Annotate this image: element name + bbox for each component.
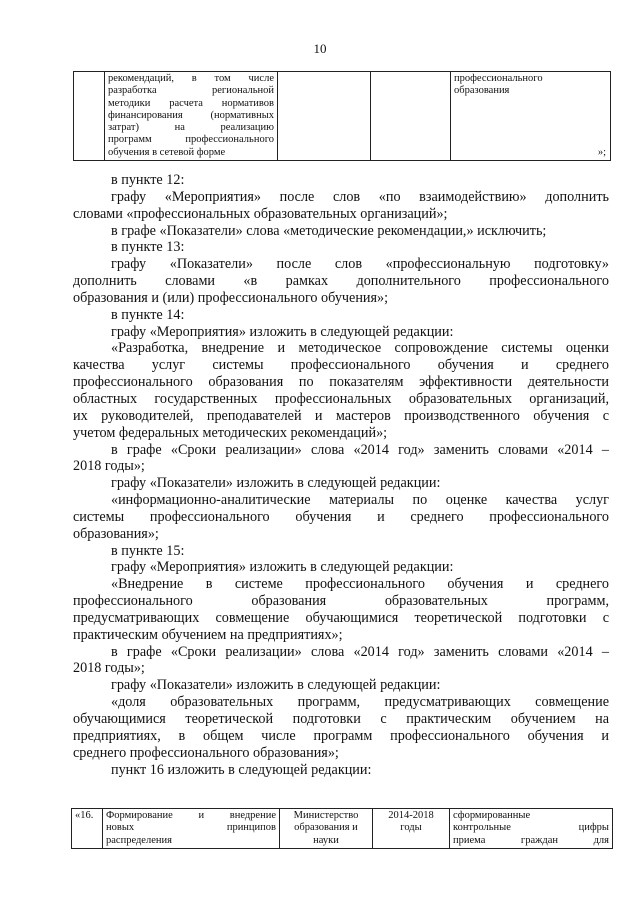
paragraph: пункт 16 изложить в следующей редакции: <box>111 761 372 778</box>
paragraph: в пункте 12: <box>111 172 185 188</box>
table-cell-term <box>373 809 450 849</box>
cell-line: финансирования (нормативных <box>108 109 274 121</box>
cell-line: распределения <box>106 834 172 846</box>
measures-table-new-item <box>71 808 613 849</box>
paragraph: графу «Мероприятия» после слов «по взаимодействию» дополнить <box>111 188 609 205</box>
table-cell-term <box>371 72 451 161</box>
paragraph: в пункте 13: <box>111 239 185 256</box>
cell-line: образования <box>454 85 510 97</box>
table-cell-number <box>74 72 105 161</box>
paragraph: качества услуг системы профессионального обучения и среднего <box>73 357 609 374</box>
paragraph: дополнить словами «в рамках дополнительного профессионального <box>73 273 609 290</box>
cell-line: науки <box>313 834 339 846</box>
paragraph: в пункте 14: <box>111 306 185 323</box>
table-cell-executor <box>280 809 373 849</box>
paragraph: графу «Показатели» после слов «профессиональную подготовку» <box>111 256 609 273</box>
cell-line: Формирование и внедрение <box>106 810 276 821</box>
paragraph: графу «Показатели» изложить в следующей редакции: <box>111 475 441 492</box>
paragraph: в графе «Сроки реализации» слова «2014 год» заменить словами «2014 – <box>111 643 609 660</box>
cell-line: методики расчета нормативов <box>108 97 274 109</box>
table-cell-indicators <box>450 809 613 849</box>
paragraph: в пункте 15: <box>111 542 185 559</box>
paragraph: в графе «Сроки реализации» слова «2014 год» заменить словами «2014 – <box>111 441 609 458</box>
paragraph: графу «Мероприятия» изложить в следующей редакции: <box>111 323 454 340</box>
paragraph: среднего профессионального образования»; <box>73 744 339 761</box>
paragraph: предусматривающих совмещение обучающимися теоретической подготовки с <box>73 609 609 626</box>
paragraph: профессионального образования по показателям эффективности деятельности <box>73 374 609 391</box>
paragraph: областных государственных профессиональных образовательных организаций, <box>73 390 609 407</box>
paragraph: «Внедрение в системе профессионального обучения и среднего <box>111 576 609 593</box>
paragraph: практическим обучением на предприятиях»; <box>73 626 343 643</box>
cell-line: обучения в сетевой форме <box>108 146 226 158</box>
cell-line: контрольные цифры <box>453 822 609 834</box>
table-cell-measures <box>103 809 280 849</box>
cell-line: программ профессионального <box>108 134 274 146</box>
paragraph: в графе «Показатели» слова «методические рекомендации,» исключить; <box>111 222 547 239</box>
cell-line: затрат) на реализацию <box>108 122 274 134</box>
cell-line: разработка региональной <box>108 85 274 97</box>
measures-table-continued <box>73 71 611 161</box>
paragraph: «Разработка, внедрение и методическое сопровождение системы оценки <box>111 340 609 357</box>
cell-line: профессионального <box>454 73 543 84</box>
cell-line: приема граждан для <box>453 834 609 846</box>
cell-line: годы <box>400 822 422 834</box>
paragraph: образования и (или) профессионального обучения»; <box>73 289 389 306</box>
page-number: 10 <box>313 41 327 56</box>
paragraph: профессионального образования образовательных программ, <box>73 593 609 610</box>
cell-line: образования и <box>294 822 358 834</box>
table-row <box>72 809 613 849</box>
table-cell-indicators <box>451 72 611 161</box>
paragraph: «доля образовательных программ, предусматривающих совмещение <box>111 694 609 711</box>
amendments-text <box>73 172 609 778</box>
paragraph: учетом федеральных методических рекомендаций»; <box>73 424 388 441</box>
table-cell-executor <box>278 72 371 161</box>
table-cell-number: «16. <box>72 809 103 849</box>
table-row <box>74 72 611 161</box>
paragraph: их руководителей, преподавателей и мастеров производственного обучения с <box>73 407 609 424</box>
paragraph: обучающимися теоретической подготовки с практическим обучением на <box>73 711 609 727</box>
cell-line: новых принципов <box>106 822 276 834</box>
paragraph: 2018 годы»; <box>73 458 145 475</box>
cell-line: рекомендаций, в том числе <box>108 73 274 84</box>
paragraph: словами «профессиональных образовательных организаций»; <box>73 205 448 222</box>
paragraph: 2018 годы»; <box>73 660 145 677</box>
paragraph: системы профессионального обучения и среднего профессионального <box>73 508 609 525</box>
table-cell-measures <box>105 72 278 161</box>
cell-line: сформированные <box>453 810 531 821</box>
paragraph: графу «Мероприятия» изложить в следующей редакции: <box>111 559 454 576</box>
paragraph: образования»; <box>73 525 159 542</box>
cell-line: Министерство <box>293 810 359 821</box>
closing-quote: »; <box>597 146 606 158</box>
cell-line: 2014-2018 <box>388 810 434 821</box>
paragraph: предприятиях, в общем числе программ профессионального обучения и <box>73 727 609 744</box>
paragraph: графу «Показатели» изложить в следующей редакции: <box>111 677 441 694</box>
paragraph: «информационно-аналитические материалы по оценке качества услуг <box>111 492 609 509</box>
